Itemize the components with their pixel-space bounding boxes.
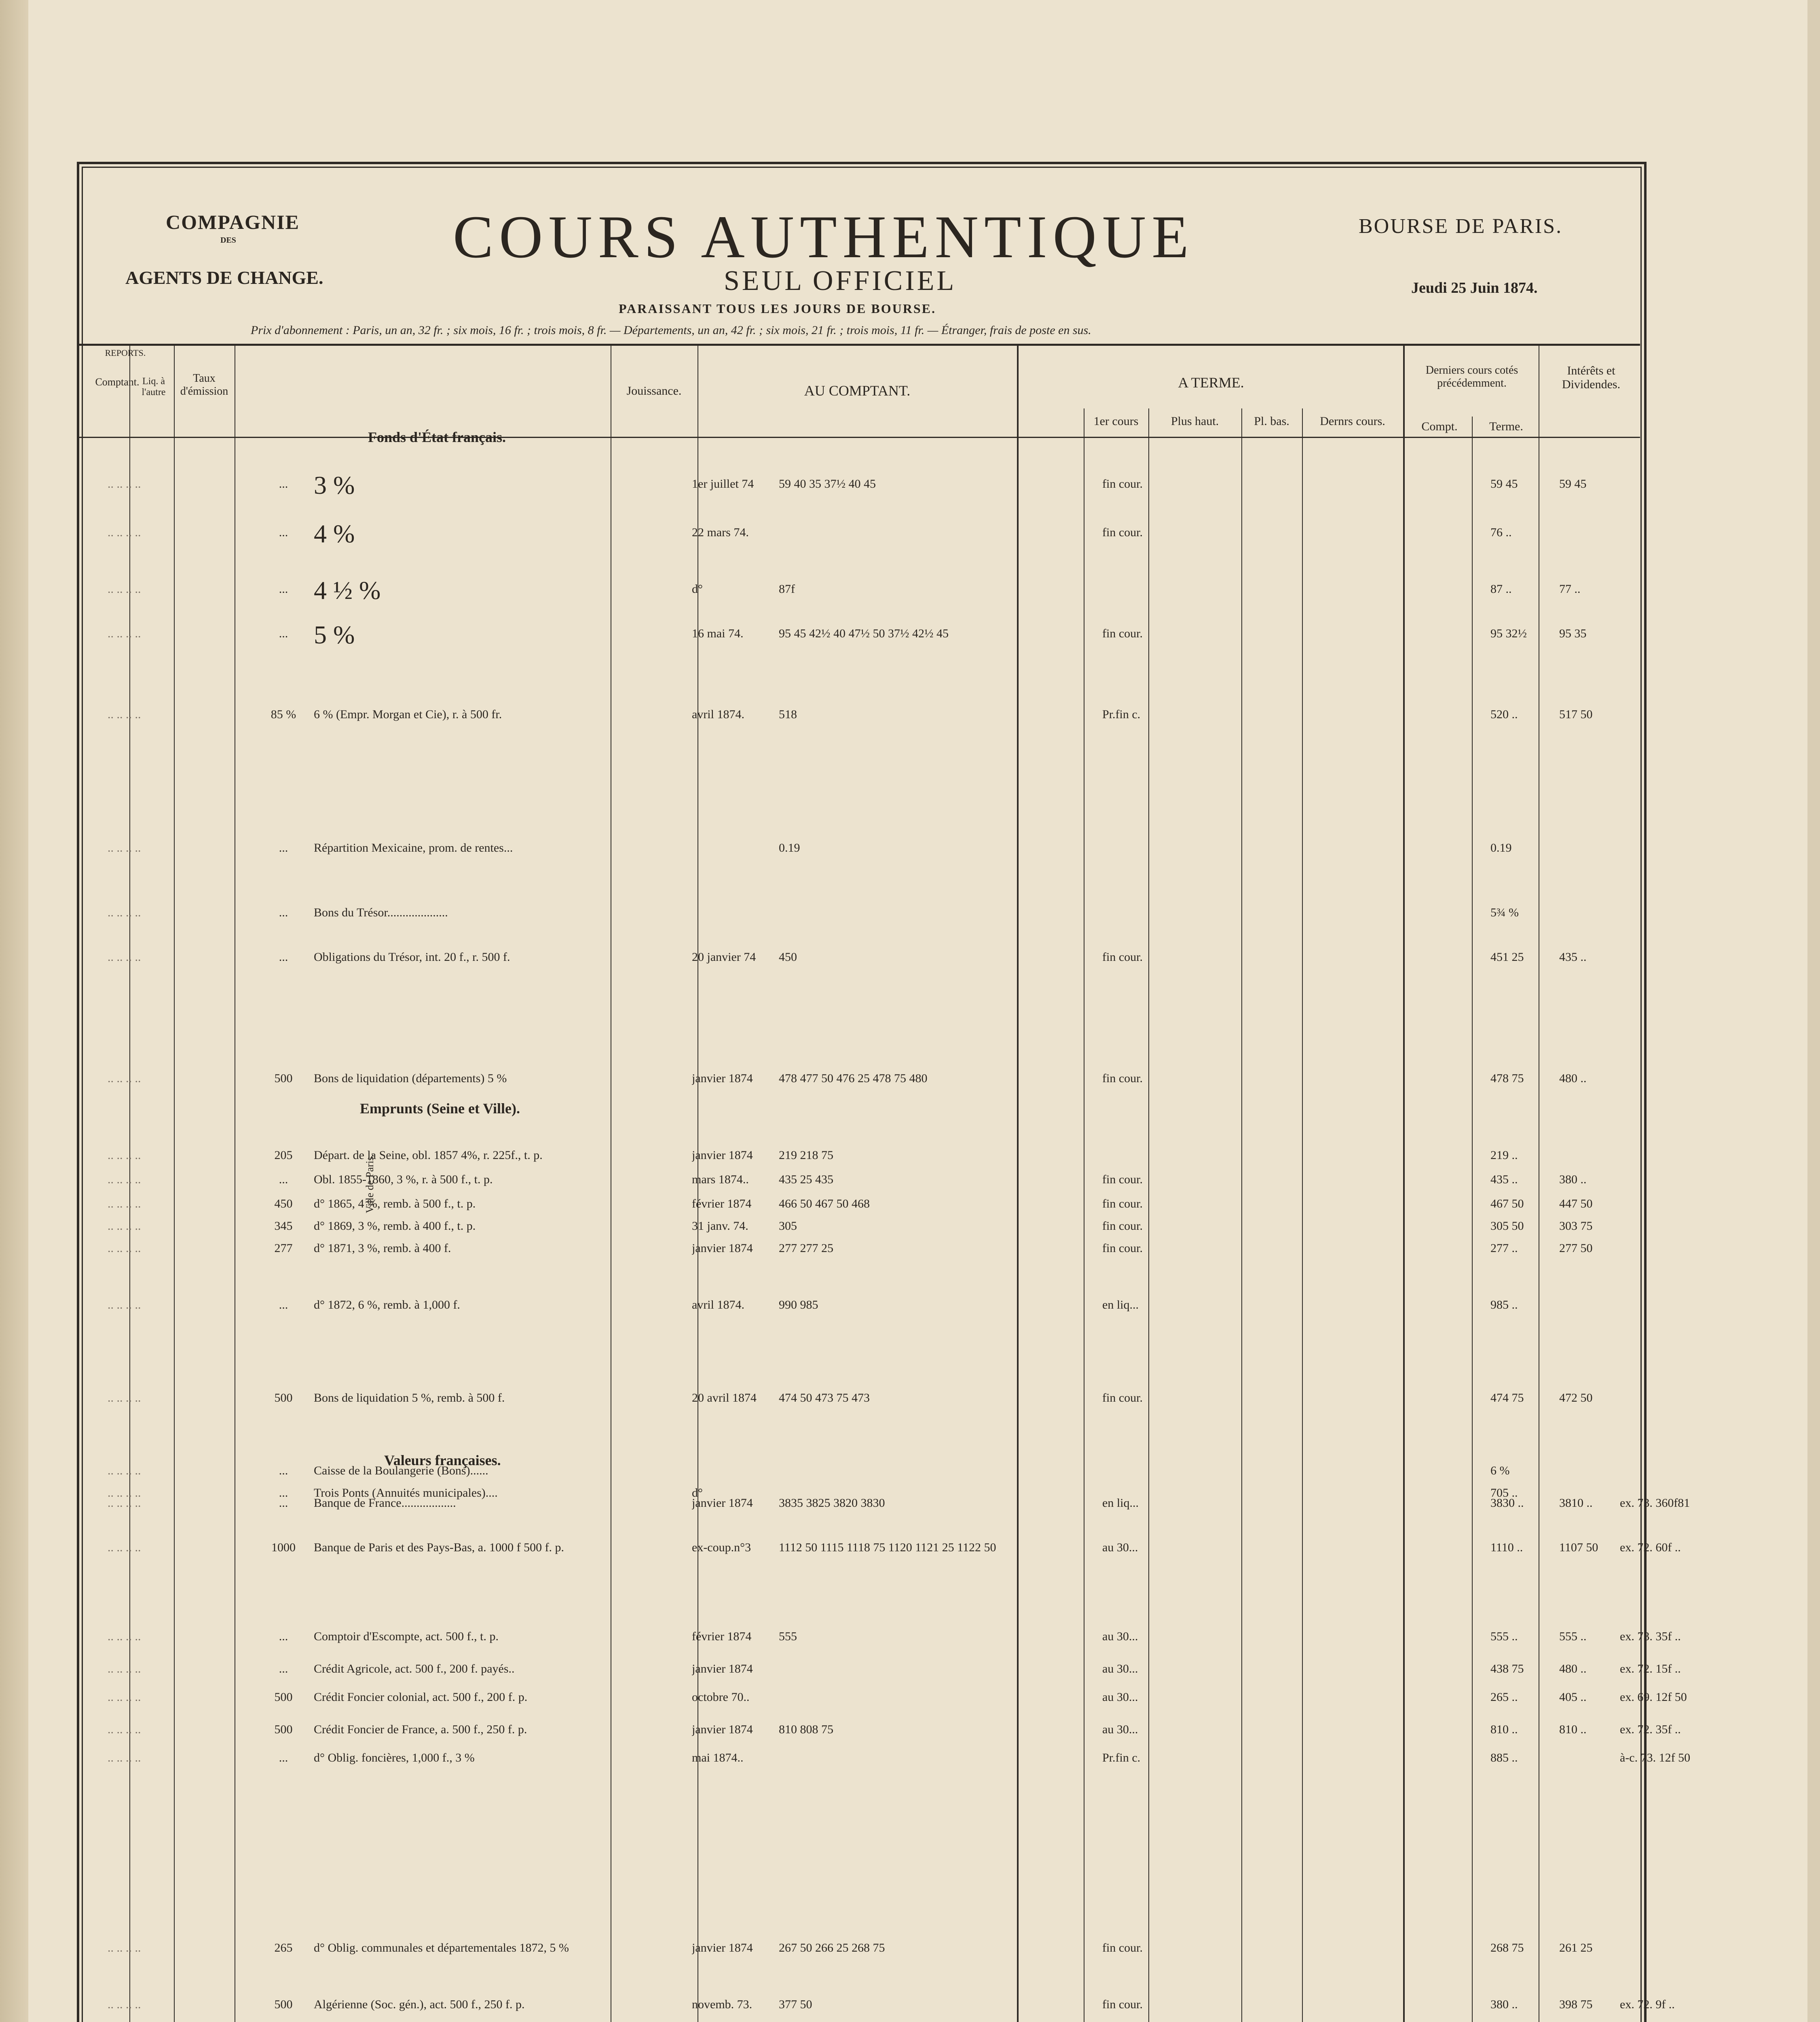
cell-dc2: 303 75 [1559, 1219, 1593, 1233]
cell-taux: 1000 [271, 1541, 296, 1554]
cell-nom: Répartition Mexicaine, prom. de rentes... [314, 841, 513, 854]
cell-dc2: 472 50 [1559, 1391, 1593, 1404]
cell-nom: d° Oblig. foncières, 1,000 f., 3 % [314, 1751, 475, 1764]
cell-nom: Bons de liquidation 5 %, remb. à 500 f. [314, 1391, 505, 1404]
page-subtitle: SEUL OFFICIEL [724, 265, 957, 296]
cell-term: fin cour. [1102, 1173, 1143, 1186]
cell-jouis: 20 janvier 74 [692, 950, 756, 964]
col-comptant: Comptant. [95, 376, 140, 388]
cell-jouis: janvier 1874 [692, 1242, 753, 1255]
column-header-rule [79, 437, 1640, 438]
reports-dots: .. .. .. .. [108, 582, 141, 596]
cell-term: fin cour. [1102, 477, 1143, 491]
reports-dots: .. .. .. .. [108, 477, 141, 491]
cell-taux: 205 [274, 1148, 293, 1162]
col-derniers-cours: Derniers cours cotés précédemment. [1425, 364, 1518, 389]
cell-dc2: 517 50 [1559, 708, 1593, 721]
table-row [79, 1541, 1681, 1559]
cell-dc2: 77 .. [1559, 582, 1581, 596]
reports-dots: .. .. .. .. [108, 906, 141, 919]
cell-term: au 30... [1102, 1662, 1138, 1675]
cell-taux: ... [279, 1173, 288, 1186]
section-valeurs: Valeurs françaises. [384, 1452, 501, 1468]
cell-dc1: 5¾ % [1490, 906, 1519, 919]
cell-nom: Crédit Foncier colonial, act. 500 f., 200 f. p. [314, 1690, 528, 1704]
reports-dots: .. .. .. .. [108, 627, 141, 640]
cell-nom: Algérienne (Soc. gén.), act. 500 f., 250 f. p. [314, 1998, 525, 2011]
cell-compt: 435 25 435 [779, 1173, 833, 1186]
table-row [79, 1173, 1640, 1191]
cell-dc2: 261 25 [1559, 1941, 1593, 1954]
cell-compt: 474 50 473 75 473 [779, 1391, 870, 1404]
cell-jouis: 22 mars 74. [692, 526, 749, 539]
reports-dots: .. .. .. .. [108, 1751, 141, 1764]
cell-compt: 1112 50 1115 1118 75 1120 1121 25 1122 50 [779, 1541, 996, 1554]
cell-compt: 277 277 25 [779, 1242, 833, 1255]
cell-jouis: 20 avril 1874 [692, 1391, 757, 1404]
cell-jouis: novemb. 73. [692, 1998, 753, 2011]
cell-compt: 95 45 42½ 40 47½ 50 37½ 42½ 45 [779, 627, 949, 640]
cell-dc1: 6 % [1490, 1464, 1510, 1477]
bourse-label: BOURSE DE PARIS. [1359, 215, 1563, 238]
cell-jouis: d° [692, 1486, 703, 1500]
cell-dc1: 95 32½ [1490, 627, 1527, 640]
cell-jouis: février 1874 [692, 1197, 752, 1210]
cell-nom: 4 % [314, 521, 355, 547]
cell-nom: 6 % (Empr. Morgan et Cie), r. à 500 fr. [314, 708, 502, 721]
col-reports: REPORTS. [105, 348, 146, 358]
table-row [79, 1298, 1640, 1317]
reports-dots: .. .. .. .. [108, 1148, 141, 1162]
cell-compt: 466 50 467 50 468 [779, 1197, 870, 1210]
cell-taux: ... [279, 1464, 288, 1477]
cell-term: Pr.fin c. [1102, 1751, 1141, 1764]
cell-nom: Obl. 1855-1860, 3 %, r. à 500 f., t. p. [314, 1173, 493, 1186]
cell-nom: Bons du Trésor.................... [314, 906, 448, 919]
cell-div: ex. 72. 9f .. [1620, 1998, 1675, 2011]
reports-dots: .. .. .. .. [108, 1072, 141, 1085]
cell-nom: 4 ½ % [314, 577, 381, 603]
cell-div: à-c. 73. 12f 50 [1620, 1751, 1691, 1764]
cell-nom: Crédit Agricole, act. 500 f., 200 f. payés.. [314, 1662, 515, 1675]
cell-dc1: 305 50 [1490, 1219, 1524, 1233]
cell-term: fin cour. [1102, 1391, 1143, 1404]
col-au-comptant: AU COMPTANT. [804, 383, 911, 399]
cell-dc2: 59 45 [1559, 477, 1587, 491]
cell-taux: ... [279, 906, 288, 919]
cell-nom: Trois Ponts (Annuités municipales).... [314, 1486, 498, 1500]
cell-dc1: 467 50 [1490, 1197, 1524, 1210]
cell-nom: d° 1872, 6 %, remb. à 1,000 f. [314, 1298, 460, 1311]
table-row [79, 950, 1640, 969]
reports-dots: .. .. .. .. [108, 708, 141, 721]
cell-term: au 30... [1102, 1690, 1138, 1704]
cell-term: fin cour. [1102, 1197, 1143, 1210]
cell-taux: ... [279, 950, 288, 964]
cell-jouis: ex-coup.n°3 [692, 1541, 751, 1554]
cell-taux: ... [279, 1751, 288, 1764]
cell-nom: d° 1865, 4 %, remb. à 500 f., t. p. [314, 1197, 476, 1210]
table-row [79, 708, 1640, 726]
header-rule [79, 344, 1640, 346]
cell-dc1: 3830 .. [1490, 1496, 1524, 1510]
reports-dots: .. .. .. .. [108, 1486, 141, 1500]
cell-jouis: octobre 70.. [692, 1690, 750, 1704]
table-row [79, 1630, 1681, 1648]
cell-jouis: d° [692, 582, 703, 596]
cell-compt: 3835 3825 3820 3830 [779, 1496, 885, 1510]
cell-div: ex. 73. 360f81 [1620, 1496, 1690, 1510]
cell-div: ex. 72. 35f .. [1620, 1723, 1681, 1736]
cell-dc1: 277 .. [1490, 1242, 1518, 1255]
cell-nom: Bons de liquidation (départements) 5 % [314, 1072, 507, 1085]
reports-dots: .. .. .. .. [108, 1496, 141, 1510]
cell-nom: Crédit Foncier de France, a. 500 f., 250 f. p. [314, 1723, 527, 1736]
cell-jouis: février 1874 [692, 1630, 752, 1643]
table-row [79, 1464, 1640, 1483]
cell-term: Pr.fin c. [1102, 708, 1141, 721]
cell-term: au 30... [1102, 1723, 1138, 1736]
reports-dots: .. .. .. .. [108, 1941, 141, 1954]
table-row [79, 1690, 1687, 1709]
table-row [79, 1998, 1675, 2016]
cell-nom: Banque de Paris et des Pays-Bas, a. 1000 f 500 f. p. [314, 1541, 564, 1554]
cell-nom: Comptoir d'Escompte, act. 500 f., t. p. [314, 1630, 499, 1643]
cell-nom: 3 % [314, 472, 355, 498]
cell-jouis: janvier 1874 [692, 1496, 753, 1510]
cell-term: fin cour. [1102, 1072, 1143, 1085]
cell-term: fin cour. [1102, 1998, 1143, 2011]
reports-dots: .. .. .. .. [108, 1541, 141, 1554]
cell-taux: 500 [274, 1391, 293, 1404]
cell-dc1: 451 25 [1490, 950, 1524, 964]
reports-dots: .. .. .. .. [108, 950, 141, 964]
table-row [79, 1662, 1681, 1681]
cell-nom: d° Oblig. communales et départementales 1872, 5 % [314, 1941, 569, 1954]
table-row [79, 472, 1640, 498]
reports-dots: .. .. .. .. [108, 1662, 141, 1675]
cell-compt: 219 218 75 [779, 1148, 833, 1162]
cell-div: ex. 69. 12f 50 [1620, 1690, 1687, 1704]
table-row [79, 1219, 1640, 1238]
cell-dc2: 555 .. [1559, 1630, 1587, 1643]
table-row [79, 1941, 1640, 1960]
cell-compt: 87f [779, 582, 795, 596]
cell-term: au 30... [1102, 1541, 1138, 1554]
cell-dc1: 885 .. [1490, 1751, 1518, 1764]
cell-div: ex. 72. 60f .. [1620, 1541, 1681, 1554]
company-des: DES [220, 236, 236, 245]
cell-term: fin cour. [1102, 950, 1143, 964]
cell-taux: 500 [274, 1690, 293, 1704]
cell-nom: Départ. de la Seine, obl. 1857 4%, r. 225f., t. p. [314, 1148, 543, 1162]
reports-dots: .. .. .. .. [108, 1630, 141, 1643]
cell-dc2: 447 50 [1559, 1197, 1593, 1210]
cell-div: ex. 73. 35f .. [1620, 1630, 1681, 1643]
table-row [79, 577, 1640, 603]
cell-taux: ... [279, 526, 288, 539]
cell-dc1: 520 .. [1490, 708, 1518, 721]
col-liq: Liq. à l'autre [142, 376, 166, 398]
cell-taux: 500 [274, 1998, 293, 2011]
ville-de-paris-label: Ville de Paris. [364, 1154, 376, 1213]
cell-dc1: 0.19 [1490, 841, 1512, 854]
col-jouissance: Jouissance. [626, 384, 682, 398]
cell-dc1: 555 .. [1490, 1630, 1518, 1643]
cell-taux: ... [279, 1486, 288, 1500]
reports-dots: .. .. .. .. [108, 1391, 141, 1404]
cell-dc1: 1110 .. [1490, 1541, 1523, 1554]
cell-dc1: 478 75 [1490, 1072, 1524, 1085]
agents-de-change: AGENTS DE CHANGE. [125, 267, 323, 288]
table-row [79, 521, 1640, 547]
cell-dc2: 480 .. [1559, 1072, 1587, 1085]
cell-term: fin cour. [1102, 1242, 1143, 1255]
cell-jouis: 16 mai 74. [692, 627, 744, 640]
tagline: PARAISSANT TOUS LES JOURS DE BOURSE. [619, 301, 936, 316]
section-fonds-etat: Fonds d'État français. [368, 429, 506, 445]
cell-compt: 267 50 266 25 268 75 [779, 1941, 885, 1954]
reports-dots: .. .. .. .. [108, 841, 141, 854]
cell-taux: 500 [274, 1072, 293, 1085]
cell-dc1: 810 .. [1490, 1723, 1518, 1736]
cell-compt: 518 [779, 708, 797, 721]
cell-taux: ... [279, 1662, 288, 1675]
table-row [79, 1751, 1691, 1770]
cell-dc1: 474 75 [1490, 1391, 1524, 1404]
cell-taux: 265 [274, 1941, 293, 1954]
reports-dots: .. .. .. .. [108, 1242, 141, 1255]
table-row [79, 1391, 1640, 1410]
cell-dc2: 380 .. [1559, 1173, 1587, 1186]
cell-nom: 5 % [314, 622, 355, 648]
page-gutter [0, 0, 28, 2022]
cell-term: fin cour. [1102, 627, 1143, 640]
cell-dc2: 480 .. [1559, 1662, 1587, 1675]
cell-compt: 478 477 50 476 25 478 75 480 [779, 1072, 928, 1085]
cell-term: fin cour. [1102, 1219, 1143, 1233]
table-row [79, 1496, 1690, 1515]
table-row [79, 906, 1640, 924]
cell-nom: d° 1869, 3 %, remb. à 400 f., t. p. [314, 1219, 476, 1233]
cell-taux: ... [279, 1630, 288, 1643]
cell-compt: 0.19 [779, 841, 800, 854]
reports-dots: .. .. .. .. [108, 1690, 141, 1704]
table-row [79, 1072, 1640, 1090]
col-a-terme: A TERME. [1178, 374, 1244, 391]
cell-term: au 30... [1102, 1630, 1138, 1643]
cell-dc2: 810 .. [1559, 1723, 1587, 1736]
col-terme: Terme. [1489, 420, 1523, 433]
table-row [79, 1148, 1640, 1167]
cell-taux: 85 % [271, 708, 296, 721]
cell-jouis: 1er juillet 74 [692, 477, 754, 491]
table-row [79, 1242, 1640, 1260]
cell-nom: d° 1871, 3 %, remb. à 400 f. [314, 1242, 451, 1255]
cell-compt: 450 [779, 950, 797, 964]
cell-jouis: avril 1874. [692, 708, 744, 721]
cell-div: ex. 72. 15f .. [1620, 1662, 1681, 1675]
cell-dc1: 435 .. [1490, 1173, 1518, 1186]
reports-dots: .. .. .. .. [108, 1197, 141, 1210]
cell-dc2: 1107 50 [1559, 1541, 1598, 1554]
cell-taux: 500 [274, 1723, 293, 1736]
cell-taux: ... [279, 627, 288, 640]
cell-dc1: 265 .. [1490, 1690, 1518, 1704]
cell-taux: 450 [274, 1197, 293, 1210]
reports-dots: .. .. .. .. [108, 1298, 141, 1311]
cell-dc2: 277 50 [1559, 1242, 1593, 1255]
table-row [79, 841, 1640, 860]
page-title: COURS AUTHENTIQUE [453, 203, 1194, 271]
cell-nom: Obligations du Trésor, int. 20 f., r. 500 f. [314, 950, 510, 964]
col-taux: Taux d'émission [180, 372, 228, 398]
cell-dc2: 398 75 [1559, 1998, 1593, 2011]
cell-taux: ... [279, 841, 288, 854]
company-name: COMPAGNIE [166, 211, 300, 233]
issue-date: Jeudi 25 Juin 1874. [1411, 279, 1538, 296]
cell-dc1: 705 .. [1490, 1486, 1518, 1500]
cell-jouis: 31 janv. 74. [692, 1219, 748, 1233]
section-emprunts: Emprunts (Seine et Ville). [360, 1100, 520, 1117]
reports-dots: .. .. .. .. [108, 1998, 141, 2011]
cell-nom: Caisse de la Boulangerie (Bons)...... [314, 1464, 488, 1477]
reports-dots: .. .. .. .. [108, 1219, 141, 1233]
cell-jouis: janvier 1874 [692, 1072, 753, 1085]
cell-dc1: 985 .. [1490, 1298, 1518, 1311]
cell-compt: 59 40 35 37½ 40 45 [779, 477, 876, 491]
cell-dc1: 59 45 [1490, 477, 1518, 491]
table-row [79, 1197, 1640, 1216]
table-row [79, 1723, 1681, 1741]
table-row [79, 622, 1640, 648]
cell-dc2: 435 .. [1559, 950, 1587, 964]
col-plus-bas: Pl. bas. [1254, 415, 1289, 428]
cell-compt: 555 [779, 1630, 797, 1643]
cell-jouis: janvier 1874 [692, 1941, 753, 1954]
cell-term: fin cour. [1102, 1941, 1143, 1954]
col-premier-cours: 1er cours [1093, 415, 1139, 428]
cell-dc1: 380 .. [1490, 1998, 1518, 2011]
cell-compt: 305 [779, 1219, 797, 1233]
col-interets: Intérêts et Dividendes. [1562, 364, 1621, 391]
cell-dc2: 405 .. [1559, 1690, 1587, 1704]
cell-jouis: mars 1874.. [692, 1173, 749, 1186]
col-plus-haut: Plus haut. [1171, 415, 1219, 428]
reports-dots: .. .. .. .. [108, 1173, 141, 1186]
cell-taux: ... [279, 1298, 288, 1311]
table-frame [77, 162, 1647, 2022]
col-dernier-cours: Dernrs cours. [1320, 415, 1385, 428]
cell-compt: 377 50 [779, 1998, 812, 2011]
cell-taux: ... [279, 1496, 288, 1510]
col-compt: Compt. [1421, 420, 1458, 433]
cell-jouis: janvier 1874 [692, 1148, 753, 1162]
cell-dc1: 438 75 [1490, 1662, 1524, 1675]
reports-dots: .. .. .. .. [108, 1464, 141, 1477]
cell-dc1: 87 .. [1490, 582, 1512, 596]
cell-term: fin cour. [1102, 526, 1143, 539]
cell-dc1: 268 75 [1490, 1941, 1524, 1954]
subscription-prices: Prix d'abonnement : Paris, un an, 32 fr. ; six mois, 16 fr. ; trois mois, 8 fr. — Départements, un an, 42 fr. ; six mois, 21 fr. ; trois mois, 11 fr. — Étranger, frais de poste en sus. [251, 324, 1091, 337]
cell-compt: 990 985 [779, 1298, 818, 1311]
cell-taux: 277 [274, 1242, 293, 1255]
cell-dc2: 95 35 [1559, 627, 1587, 640]
cell-term: en liq... [1102, 1496, 1139, 1510]
cell-dc2: 3810 .. [1559, 1496, 1593, 1510]
cell-dc1: 219 .. [1490, 1148, 1518, 1162]
cell-nom: Banque de France.................. [314, 1496, 456, 1510]
cell-term: en liq... [1102, 1298, 1139, 1311]
reports-dots: .. .. .. .. [108, 1723, 141, 1736]
cell-dc1: 76 .. [1490, 526, 1512, 539]
cell-taux: 345 [274, 1219, 293, 1233]
cell-taux: ... [279, 477, 288, 491]
cell-jouis: janvier 1874 [692, 1662, 753, 1675]
reports-dots: .. .. .. .. [108, 526, 141, 539]
cell-jouis: janvier 1874 [692, 1723, 753, 1736]
cell-jouis: mai 1874.. [692, 1751, 744, 1764]
cell-jouis: avril 1874. [692, 1298, 744, 1311]
cell-taux: ... [279, 582, 288, 596]
cell-compt: 810 808 75 [779, 1723, 833, 1736]
